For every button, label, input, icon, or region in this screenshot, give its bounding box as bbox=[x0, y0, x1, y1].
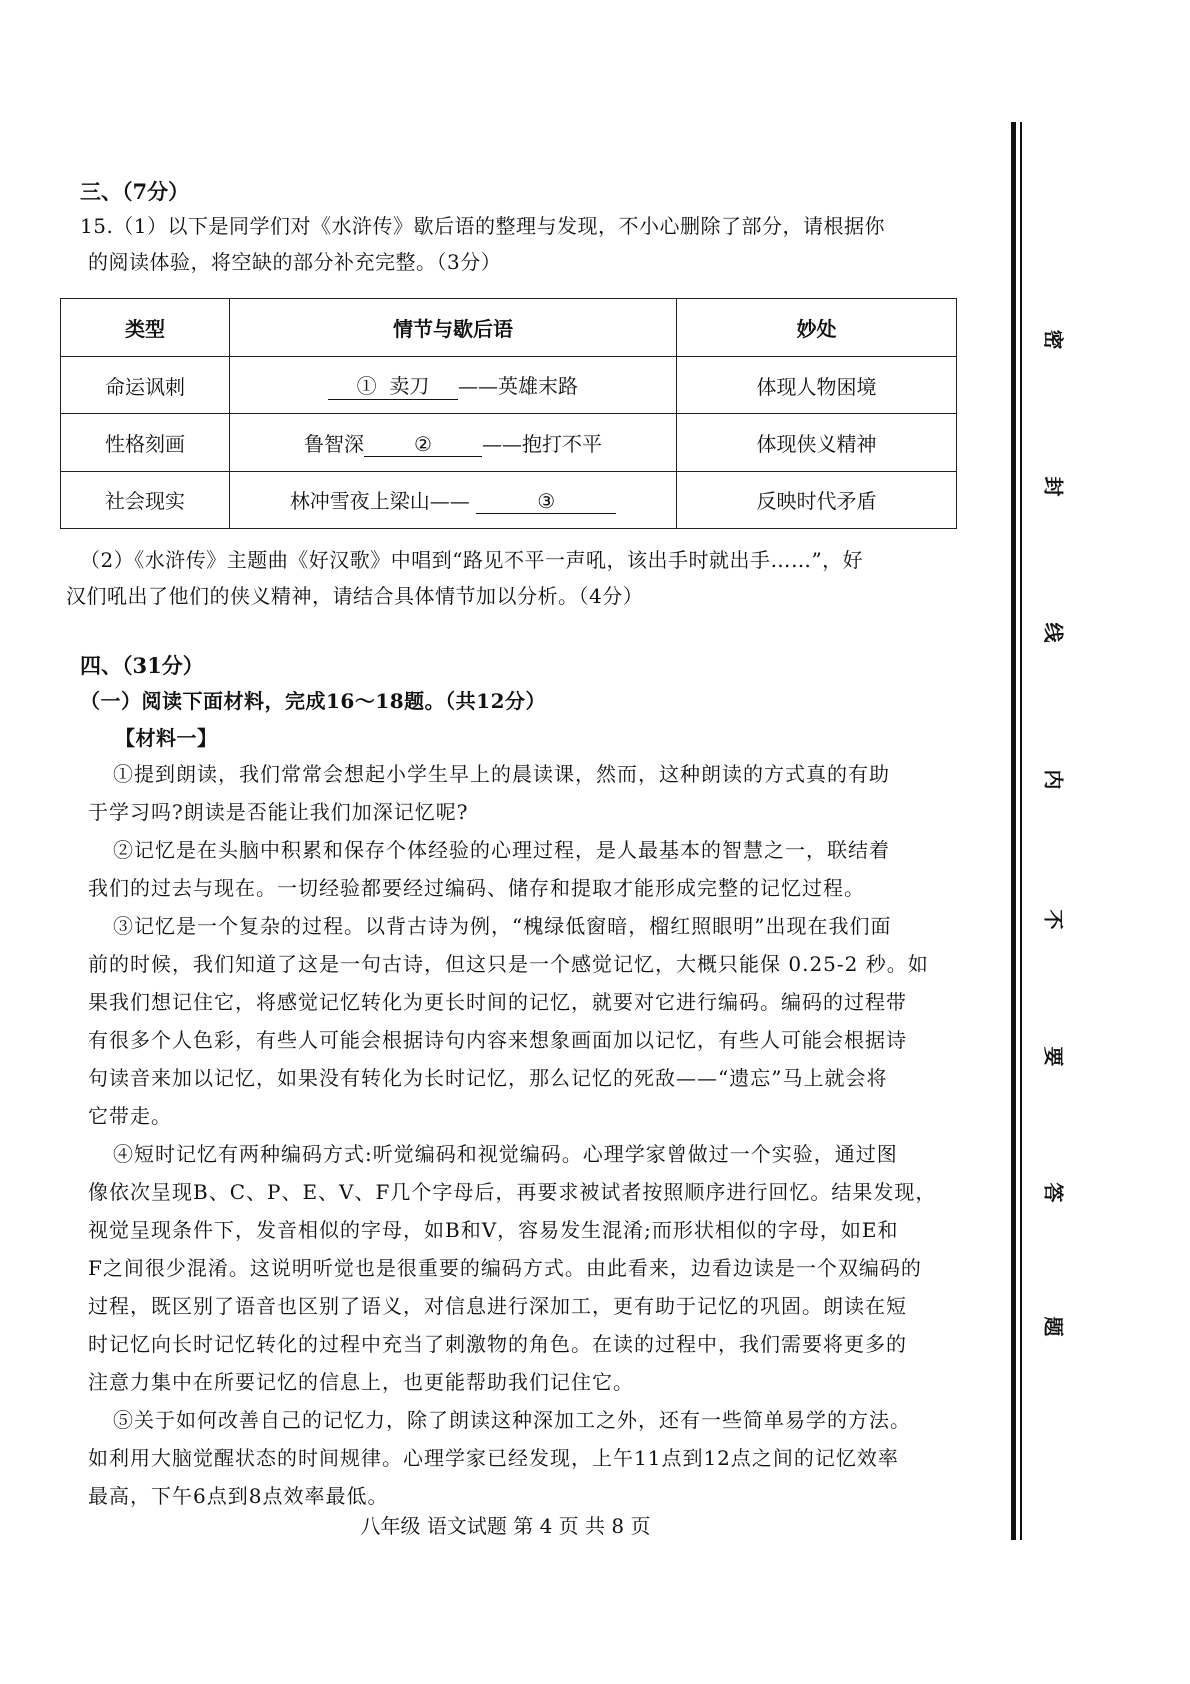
text-line: 注意力集中在所要记忆的信息上，也更能帮助我们记住它。 bbox=[88, 1370, 634, 1394]
blank-1[interactable] bbox=[328, 370, 458, 400]
row3-type: 社会现实 bbox=[61, 471, 230, 528]
row1-plot bbox=[230, 357, 677, 414]
text-line: 句读音来加以记忆，如果没有转化为长时记忆，那么记忆的死敌——“遗忘”马上就会将 bbox=[88, 1066, 888, 1090]
text-line: F之间很少混淆。这说明听觉也是很重要的编码方式。由此看来，边看边读是一个双编码的 bbox=[88, 1256, 922, 1280]
text-line: ⑤关于如何改善自己的记忆力，除了朗读这种深加工之外，还有一些简单易学的方法。 bbox=[113, 1408, 911, 1432]
text-line: ④短时记忆有两种编码方式:听觉编码和视觉编码。心理学家曾做过一个实验，通过图 bbox=[113, 1142, 898, 1166]
text-line: 时记忆向长时记忆转化的过程中充当了刺激物的角色。在读的过程中，我们需要将更多的 bbox=[88, 1332, 907, 1356]
seal-char: 题 bbox=[1041, 1316, 1066, 1337]
row1-type: 命运讽刺 bbox=[61, 357, 230, 414]
table-row bbox=[61, 471, 957, 528]
seal-char: 不 bbox=[1041, 909, 1066, 930]
row1-post: ——英雄末路 bbox=[458, 374, 578, 399]
material-title: 【材料一】 bbox=[115, 726, 218, 750]
text-line: ②记忆是在头脑中积累和保存个体经验的心理过程，是人最基本的智慧之一，联结着 bbox=[113, 838, 890, 862]
row1-effect: 体现人物困境 bbox=[677, 357, 957, 414]
text-line: 视觉呈现条件下，发音相似的字母，如B和V，容易发生混淆;而形状相似的字母，如E和 bbox=[88, 1218, 899, 1242]
blank-1-label: ① bbox=[356, 374, 377, 399]
binding-rule-thick bbox=[1011, 122, 1016, 1540]
binding-rule-thin bbox=[1020, 122, 1022, 1540]
section4-heading: 四、（31分） bbox=[80, 653, 204, 678]
table-row bbox=[61, 414, 957, 471]
q15-part2-line1: （2）《水浒传》主题曲《好汉歌》中唱到“路见不平一声吼，该出手时就出手……”，好 bbox=[80, 548, 864, 572]
xiehouyu-table bbox=[60, 298, 957, 529]
text-line: 前的时候，我们知道了这是一句古诗，但这只是一个感觉记忆，大概只能保 0.25-2 秒。如 bbox=[88, 952, 929, 976]
row3-effect: 反映时代矛盾 bbox=[677, 471, 957, 528]
text-line: 于学习吗?朗读是否能让我们加深记忆呢? bbox=[88, 800, 469, 824]
row2-type: 性格刻画 bbox=[61, 414, 230, 471]
header-type: 类型 bbox=[61, 299, 230, 357]
text-line: 我们的过去与现在。一切经验都要经过编码、储存和提取才能形成完整的记忆过程。 bbox=[88, 876, 865, 900]
row3-pre: 林冲雪夜上梁山—— bbox=[289, 489, 470, 514]
table-row bbox=[61, 357, 957, 414]
row3-plot bbox=[230, 471, 677, 528]
blank-3[interactable]: ③ bbox=[476, 489, 616, 514]
text-line: 果我们想记住它，将感觉记忆转化为更长时间的记忆，就要对它进行编码。编码的过程带 bbox=[88, 990, 907, 1014]
seal-char: 答 bbox=[1041, 1182, 1066, 1203]
seal-char: 内 bbox=[1041, 769, 1066, 790]
section3-heading: 三、（7分） bbox=[80, 179, 190, 204]
row2-effect: 体现侠义精神 bbox=[677, 414, 957, 471]
row2-plot bbox=[230, 414, 677, 471]
text-line: 有很多个人色彩，有些人可能会根据诗句内容来想象画面加以记忆，有些人可能会根据诗 bbox=[88, 1028, 907, 1052]
text-line: ①提到朗读，我们常常会想起小学生早上的晨读课，然而，这种朗读的方式真的有助 bbox=[113, 762, 890, 786]
row1-mid: 卖刀 bbox=[389, 374, 430, 399]
reading-instruction: （一）阅读下面材料，完成16～18题。（共12分） bbox=[80, 689, 546, 713]
text-line: ③记忆是一个复杂的过程。以背古诗为例，“槐绿低窗暗，榴红照眼明”出现在我们面 bbox=[113, 914, 892, 938]
seal-char: 密 bbox=[1041, 329, 1066, 350]
q15-part2-line2: 汉们吼出了他们的侠义精神，请结合具体情节加以分析。（4分） bbox=[66, 584, 644, 608]
text-line: 最高，下午6点到8点效率最低。 bbox=[88, 1484, 389, 1508]
table-header-row bbox=[61, 299, 957, 357]
blank-2[interactable]: ② bbox=[364, 432, 482, 457]
text-line: 它带走。 bbox=[88, 1104, 172, 1128]
row2-post: ——抱打不平 bbox=[482, 432, 602, 457]
row2-pre: 鲁智深 bbox=[304, 432, 364, 457]
q15-part1-line2: 的阅读体验，将空缺的部分补充完整。（3分） bbox=[88, 250, 502, 274]
header-plot: 情节与歇后语 bbox=[230, 299, 677, 357]
text-line: 像依次呈现B、C、P、E、V、F几个字母后，再要求被试者按照顺序进行回忆。结果发现， bbox=[88, 1180, 937, 1204]
seal-char: 线 bbox=[1041, 622, 1066, 643]
text-line: 如利用大脑觉醒状态的时间规律。心理学家已经发现，上午11点到12点之间的记忆效率 bbox=[88, 1446, 899, 1470]
text-line: 过程，既区别了语音也区别了语义，对信息进行深加工，更有助于记忆的巩固。朗读在短 bbox=[88, 1294, 907, 1318]
seal-char: 要 bbox=[1041, 1046, 1066, 1067]
seal-char: 封 bbox=[1041, 476, 1066, 497]
header-effect: 妙处 bbox=[677, 299, 957, 357]
q15-part1-line1: 15.（1）以下是同学们对《水浒传》歇后语的整理与发现，不小心删除了部分，请根据你 bbox=[80, 214, 886, 238]
page-footer: 八年级 语文试题 第 4 页 共 8 页 bbox=[360, 1514, 651, 1538]
